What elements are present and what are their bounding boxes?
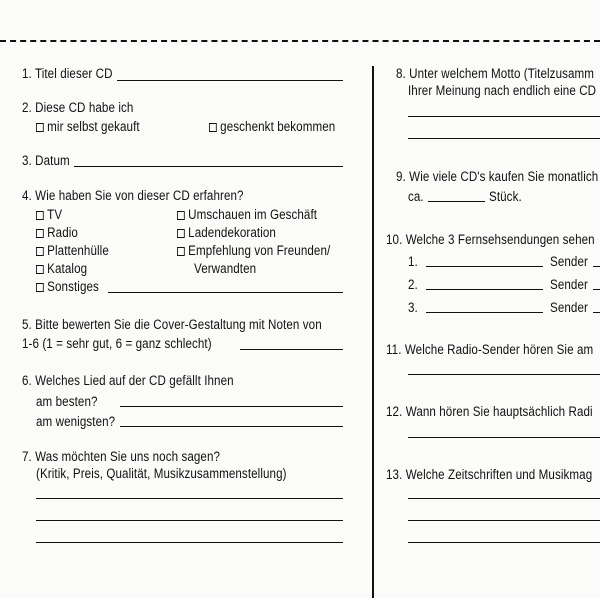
q4-sonstiges-line[interactable] [108, 292, 343, 293]
checkbox[interactable] [209, 123, 217, 132]
q4-option-sonstiges[interactable]: Sonstiges [36, 279, 99, 295]
q10-row-2-line[interactable] [426, 289, 543, 290]
q10-row-1-line[interactable] [426, 266, 543, 267]
q10-row-1-sender: Sender [550, 254, 588, 269]
q7-line-3[interactable] [36, 542, 343, 543]
q7-label: 7. Was möchten Sie uns noch sagen? [22, 449, 221, 464]
q13-label: 13. Welche Zeitschriften und Musikmag [386, 467, 593, 482]
checkbox[interactable] [36, 265, 44, 274]
q10-row-1-sender-line[interactable] [593, 266, 600, 267]
q8-line2: Ihrer Meinung nach endlich eine CD [408, 83, 597, 98]
q4-option-radio[interactable]: Radio [36, 225, 78, 241]
q5-line1: 5. Bitte bewerten Sie die Cover-Gestaltung mit Noten von [22, 317, 322, 332]
q10-row-2-sender: Sender [550, 277, 588, 292]
q10-row-2-sender-line[interactable] [593, 289, 600, 290]
q9-count-line[interactable] [428, 201, 485, 202]
q13-line-2[interactable] [408, 520, 600, 521]
q4-option-umschauen[interactable]: Umschauen im Geschäft [177, 207, 317, 223]
q10-row-3-sender: Sender [550, 300, 588, 315]
q4-option-ladendekoration[interactable]: Ladendekoration [177, 225, 276, 241]
q3-answer-line[interactable] [74, 166, 343, 167]
q11-line[interactable] [408, 374, 600, 375]
checkbox[interactable] [177, 229, 185, 238]
q5-line2: 1-6 (1 = sehr gut, 6 = ganz schlecht) [22, 336, 212, 351]
q3-label: 3. Datum [22, 153, 70, 168]
q13-line-1[interactable] [408, 498, 600, 499]
q13-line-3[interactable] [408, 542, 600, 543]
q4-option-plattenhuelle[interactable]: Plattenhülle [36, 243, 109, 259]
column-divider [372, 66, 374, 598]
q7-sub: (Kritik, Preis, Qualität, Musikzusammenstellung) [36, 466, 287, 481]
q11-label: 11. Welche Radio-Sender hören Sie am [386, 342, 594, 357]
q10-row-3-num: 3. [408, 300, 418, 315]
cut-line [0, 40, 600, 42]
q5-answer-line[interactable] [240, 349, 343, 350]
q10-row-3-sender-line[interactable] [593, 312, 600, 313]
q9-unit: Stück. [489, 189, 522, 204]
checkbox[interactable] [36, 211, 44, 220]
checkbox[interactable] [36, 229, 44, 238]
q6-best-line[interactable] [120, 406, 343, 407]
q10-row-3-line[interactable] [426, 312, 543, 313]
q9-label: 9. Wie viele CD's kaufen Sie monatlich [396, 169, 599, 184]
q6-label: 6. Welches Lied auf der CD gefällt Ihnen [22, 373, 234, 388]
q4-option-tv[interactable]: TV [36, 207, 62, 223]
q2-option-self-bought[interactable]: mir selbst gekauft [36, 119, 140, 135]
q6-worst-line[interactable] [120, 426, 343, 427]
checkbox[interactable] [177, 247, 185, 256]
q7-line-2[interactable] [36, 520, 343, 521]
q4-option-katalog[interactable]: Katalog [36, 261, 87, 277]
q10-row-2-num: 2. [408, 277, 418, 292]
checkbox[interactable] [36, 123, 44, 132]
q10-label: 10. Welche 3 Fernsehsendungen sehen [386, 232, 595, 247]
q9-ca: ca. [408, 189, 424, 204]
q1-label: 1. Titel dieser CD [22, 66, 113, 81]
q12-line[interactable] [408, 437, 600, 438]
checkbox[interactable] [177, 211, 185, 220]
q4-option-empfehlung[interactable]: Empfehlung von Freunden/ [177, 243, 330, 259]
q4-label: 4. Wie haben Sie von dieser CD erfahren? [22, 188, 244, 203]
q1-answer-line[interactable] [117, 80, 343, 81]
q10-row-1-num: 1. [408, 254, 418, 269]
checkbox[interactable] [36, 247, 44, 256]
q2-label: 2. Diese CD habe ich [22, 100, 134, 115]
checkbox[interactable] [36, 283, 44, 292]
q6-worst-label: am wenigsten? [36, 414, 116, 429]
q12-label: 12. Wann hören Sie hauptsächlich Radi [386, 404, 593, 419]
q7-line-1[interactable] [36, 498, 343, 499]
q6-best-label: am besten? [36, 394, 98, 409]
q4-option-empfehlung-cont: Verwandten [194, 261, 257, 276]
q8-line1: 8. Unter welchem Motto (Titelzusamm [396, 66, 595, 81]
q8-line-a[interactable] [408, 116, 600, 117]
q2-option-gift[interactable]: geschenkt bekommen [209, 119, 335, 135]
q8-line-b[interactable] [408, 138, 600, 139]
